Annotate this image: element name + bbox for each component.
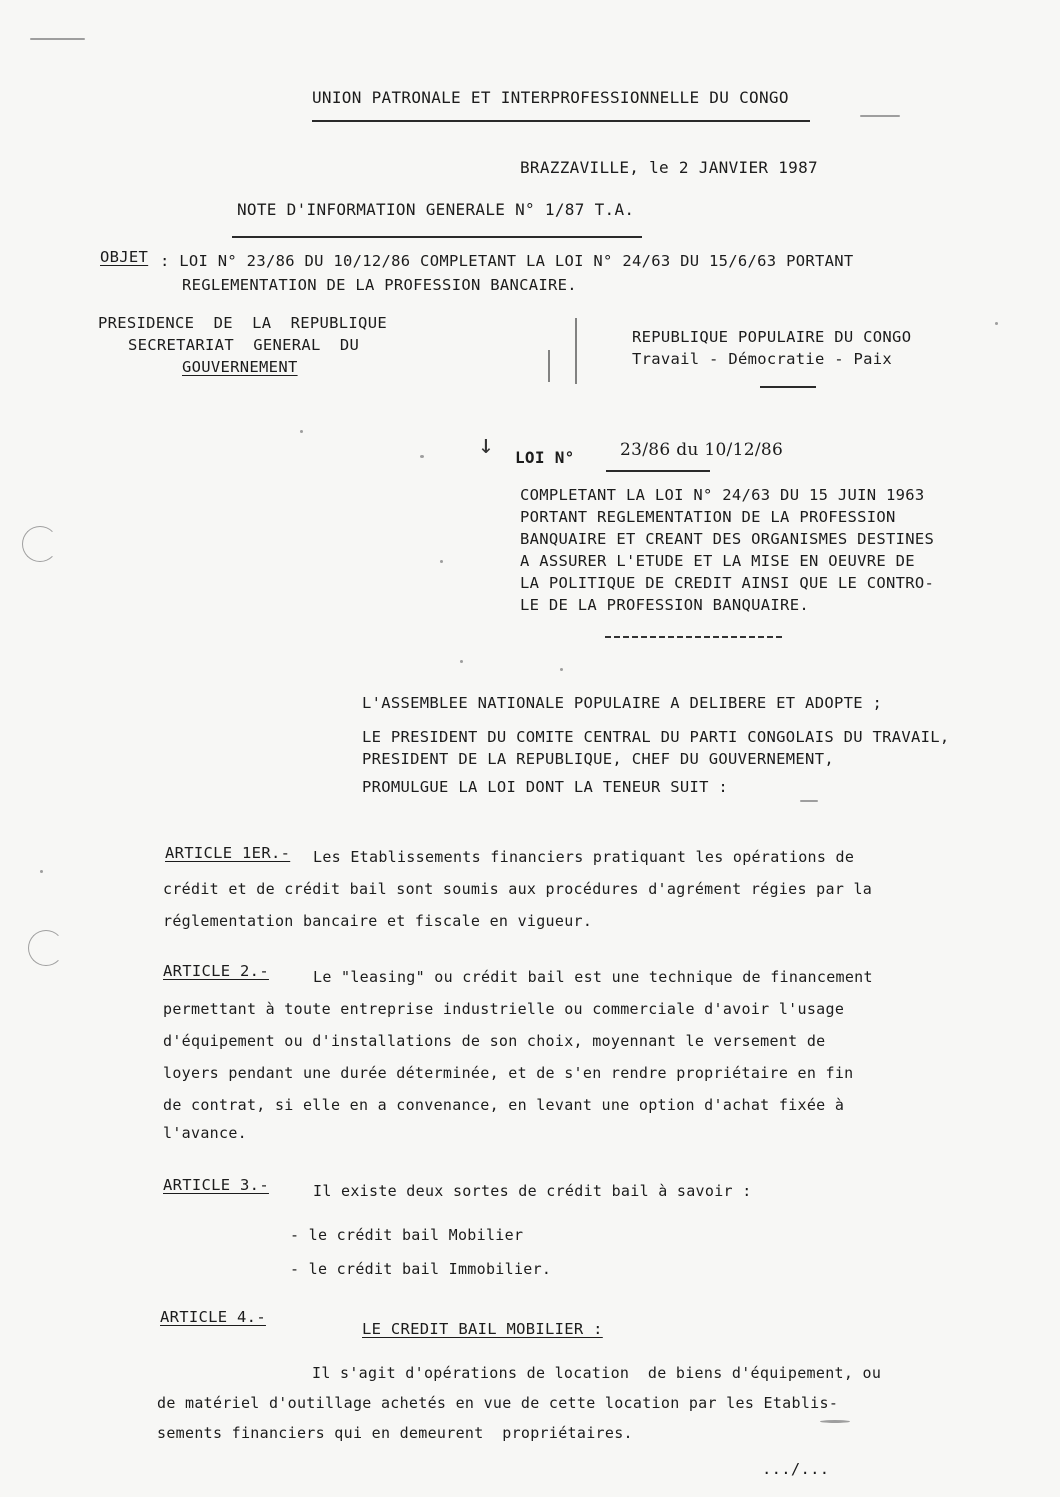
law-summary-3: BANQUAIRE ET CREANT DES ORGANISMES DESTINES <box>520 530 935 548</box>
scan-speck <box>30 38 85 40</box>
note-title: NOTE D'INFORMATION GENERALE N° 1/87 T.A. <box>237 200 635 219</box>
article-1-line-2: crédit et de crédit bail sont soumis aux procédures d'agrément régies par la <box>163 880 873 898</box>
article-2-line-4: loyers pendant une durée déterminée, et de s'en rendre propriétaire en fin <box>163 1064 854 1082</box>
title-underline <box>312 120 810 122</box>
scan-speck <box>860 115 900 117</box>
issuer-line-3: GOUVERNEMENT <box>182 358 298 376</box>
law-number-underline <box>606 470 710 472</box>
continuation-mark: .../... <box>762 1460 830 1478</box>
article-3-item-2: - le crédit bail Immobilier. <box>290 1260 552 1278</box>
article-1-line-1: Les Etablissements financiers pratiquant les opérations de <box>313 848 855 866</box>
scan-vertical-mark <box>575 318 577 384</box>
scan-vertical-mark <box>548 350 550 382</box>
scan-speck <box>820 1420 850 1423</box>
article-2-line-1: Le "leasing" ou crédit bail est une technique de financement <box>313 968 873 986</box>
issuer-line-1: PRESIDENCE DE LA REPUBLIQUE <box>98 314 387 332</box>
article-3-label: ARTICLE 3.- <box>163 1176 269 1194</box>
place-and-date: BRAZZAVILLE, le 2 JANVIER 1987 <box>520 158 818 177</box>
article-1-label: ARTICLE 1ER.- <box>165 844 291 862</box>
section-separator <box>605 636 785 638</box>
scan-speck <box>300 430 303 433</box>
article-2-line-3: d'équipement ou d'installations de son choix, moyennant le versement de <box>163 1032 826 1050</box>
punch-hole-mark <box>28 930 64 966</box>
scan-speck <box>800 800 818 802</box>
punch-hole-mark <box>22 526 58 562</box>
arrow-mark-icon: ↓ <box>478 430 494 460</box>
preamble-line-2: LE PRESIDENT DU COMITE CENTRAL DU PARTI CONGOLAIS DU TRAVAIL, <box>362 728 950 746</box>
article-4-line-3: sements financiers qui en demeurent propriétaires. <box>157 1424 633 1442</box>
law-number: 23/86 du 10/12/86 <box>620 440 784 460</box>
organization-title: UNION PATRONALE ET INTERPROFESSIONNELLE DU CONGO <box>312 88 789 107</box>
preamble-line-3: PRESIDENT DE LA REPUBLIQUE, CHEF DU GOUVERNEMENT, <box>362 750 834 768</box>
scan-speck <box>560 668 563 671</box>
article-2-line-5: de contrat, si elle en a convenance, en levant une option d'achat fixée à <box>163 1096 845 1114</box>
article-2-label: ARTICLE 2.- <box>163 962 269 980</box>
preamble-line-4: PROMULGUE LA LOI DONT LA TENEUR SUIT : <box>362 778 729 796</box>
scan-speck <box>40 870 43 873</box>
subject-line-1: : LOI N° 23/86 DU 10/12/86 COMPLETANT LA LOI N° 24/63 DU 15/6/63 PORTANT <box>160 252 854 270</box>
article-3-item-1: - le crédit bail Mobilier <box>290 1226 524 1244</box>
article-1-line-3: réglementation bancaire et fiscale en vigueur. <box>163 912 593 930</box>
law-prefix: LOI N° <box>515 448 575 467</box>
scan-speck <box>995 322 998 325</box>
article-3-intro: Il existe deux sortes de crédit bail à savoir : <box>313 1182 752 1200</box>
article-2-line-2: permettant à toute entreprise industrielle ou commerciale d'avoir l'usage <box>163 1000 845 1018</box>
article-4-line-1: Il s'agit d'opérations de location de biens d'équipement, ou <box>312 1364 882 1382</box>
subject-line-2: REGLEMENTATION DE LA PROFESSION BANCAIRE. <box>182 276 577 294</box>
article-4-heading: LE CREDIT BAIL MOBILIER : <box>362 1320 603 1338</box>
motto-dash <box>760 386 816 388</box>
law-summary-4: A ASSURER L'ETUDE ET LA MISE EN OEUVRE DE <box>520 552 915 570</box>
law-summary-2: PORTANT REGLEMENTATION DE LA PROFESSION <box>520 508 896 526</box>
republic-motto: Travail - Démocratie - Paix <box>632 350 893 368</box>
law-summary-1: COMPLETANT LA LOI N° 24/63 DU 15 JUIN 1963 <box>520 486 925 504</box>
republic-name: REPUBLIQUE POPULAIRE DU CONGO <box>632 328 912 346</box>
subject-label: OBJET <box>100 248 149 266</box>
article-4-line-2: de matériel d'outillage achetés en vue de cette location par les Etablis- <box>157 1394 839 1412</box>
law-summary-5: LA POLITIQUE DE CREDIT AINSI QUE LE CONTRO- <box>520 574 935 592</box>
issuer-line-2: SECRETARIAT GENERAL DU <box>128 336 360 354</box>
preamble-line-1: L'ASSEMBLEE NATIONALE POPULAIRE A DELIBERE ET ADOPTE ; <box>362 694 883 712</box>
scan-speck <box>460 660 463 663</box>
scan-speck <box>440 560 443 563</box>
article-4-label: ARTICLE 4.- <box>160 1308 266 1326</box>
note-title-underline <box>232 236 642 238</box>
scan-speck <box>420 455 424 458</box>
law-summary-6: LE DE LA PROFESSION BANQUAIRE. <box>520 596 809 614</box>
article-2-line-6: l'avance. <box>163 1124 247 1142</box>
